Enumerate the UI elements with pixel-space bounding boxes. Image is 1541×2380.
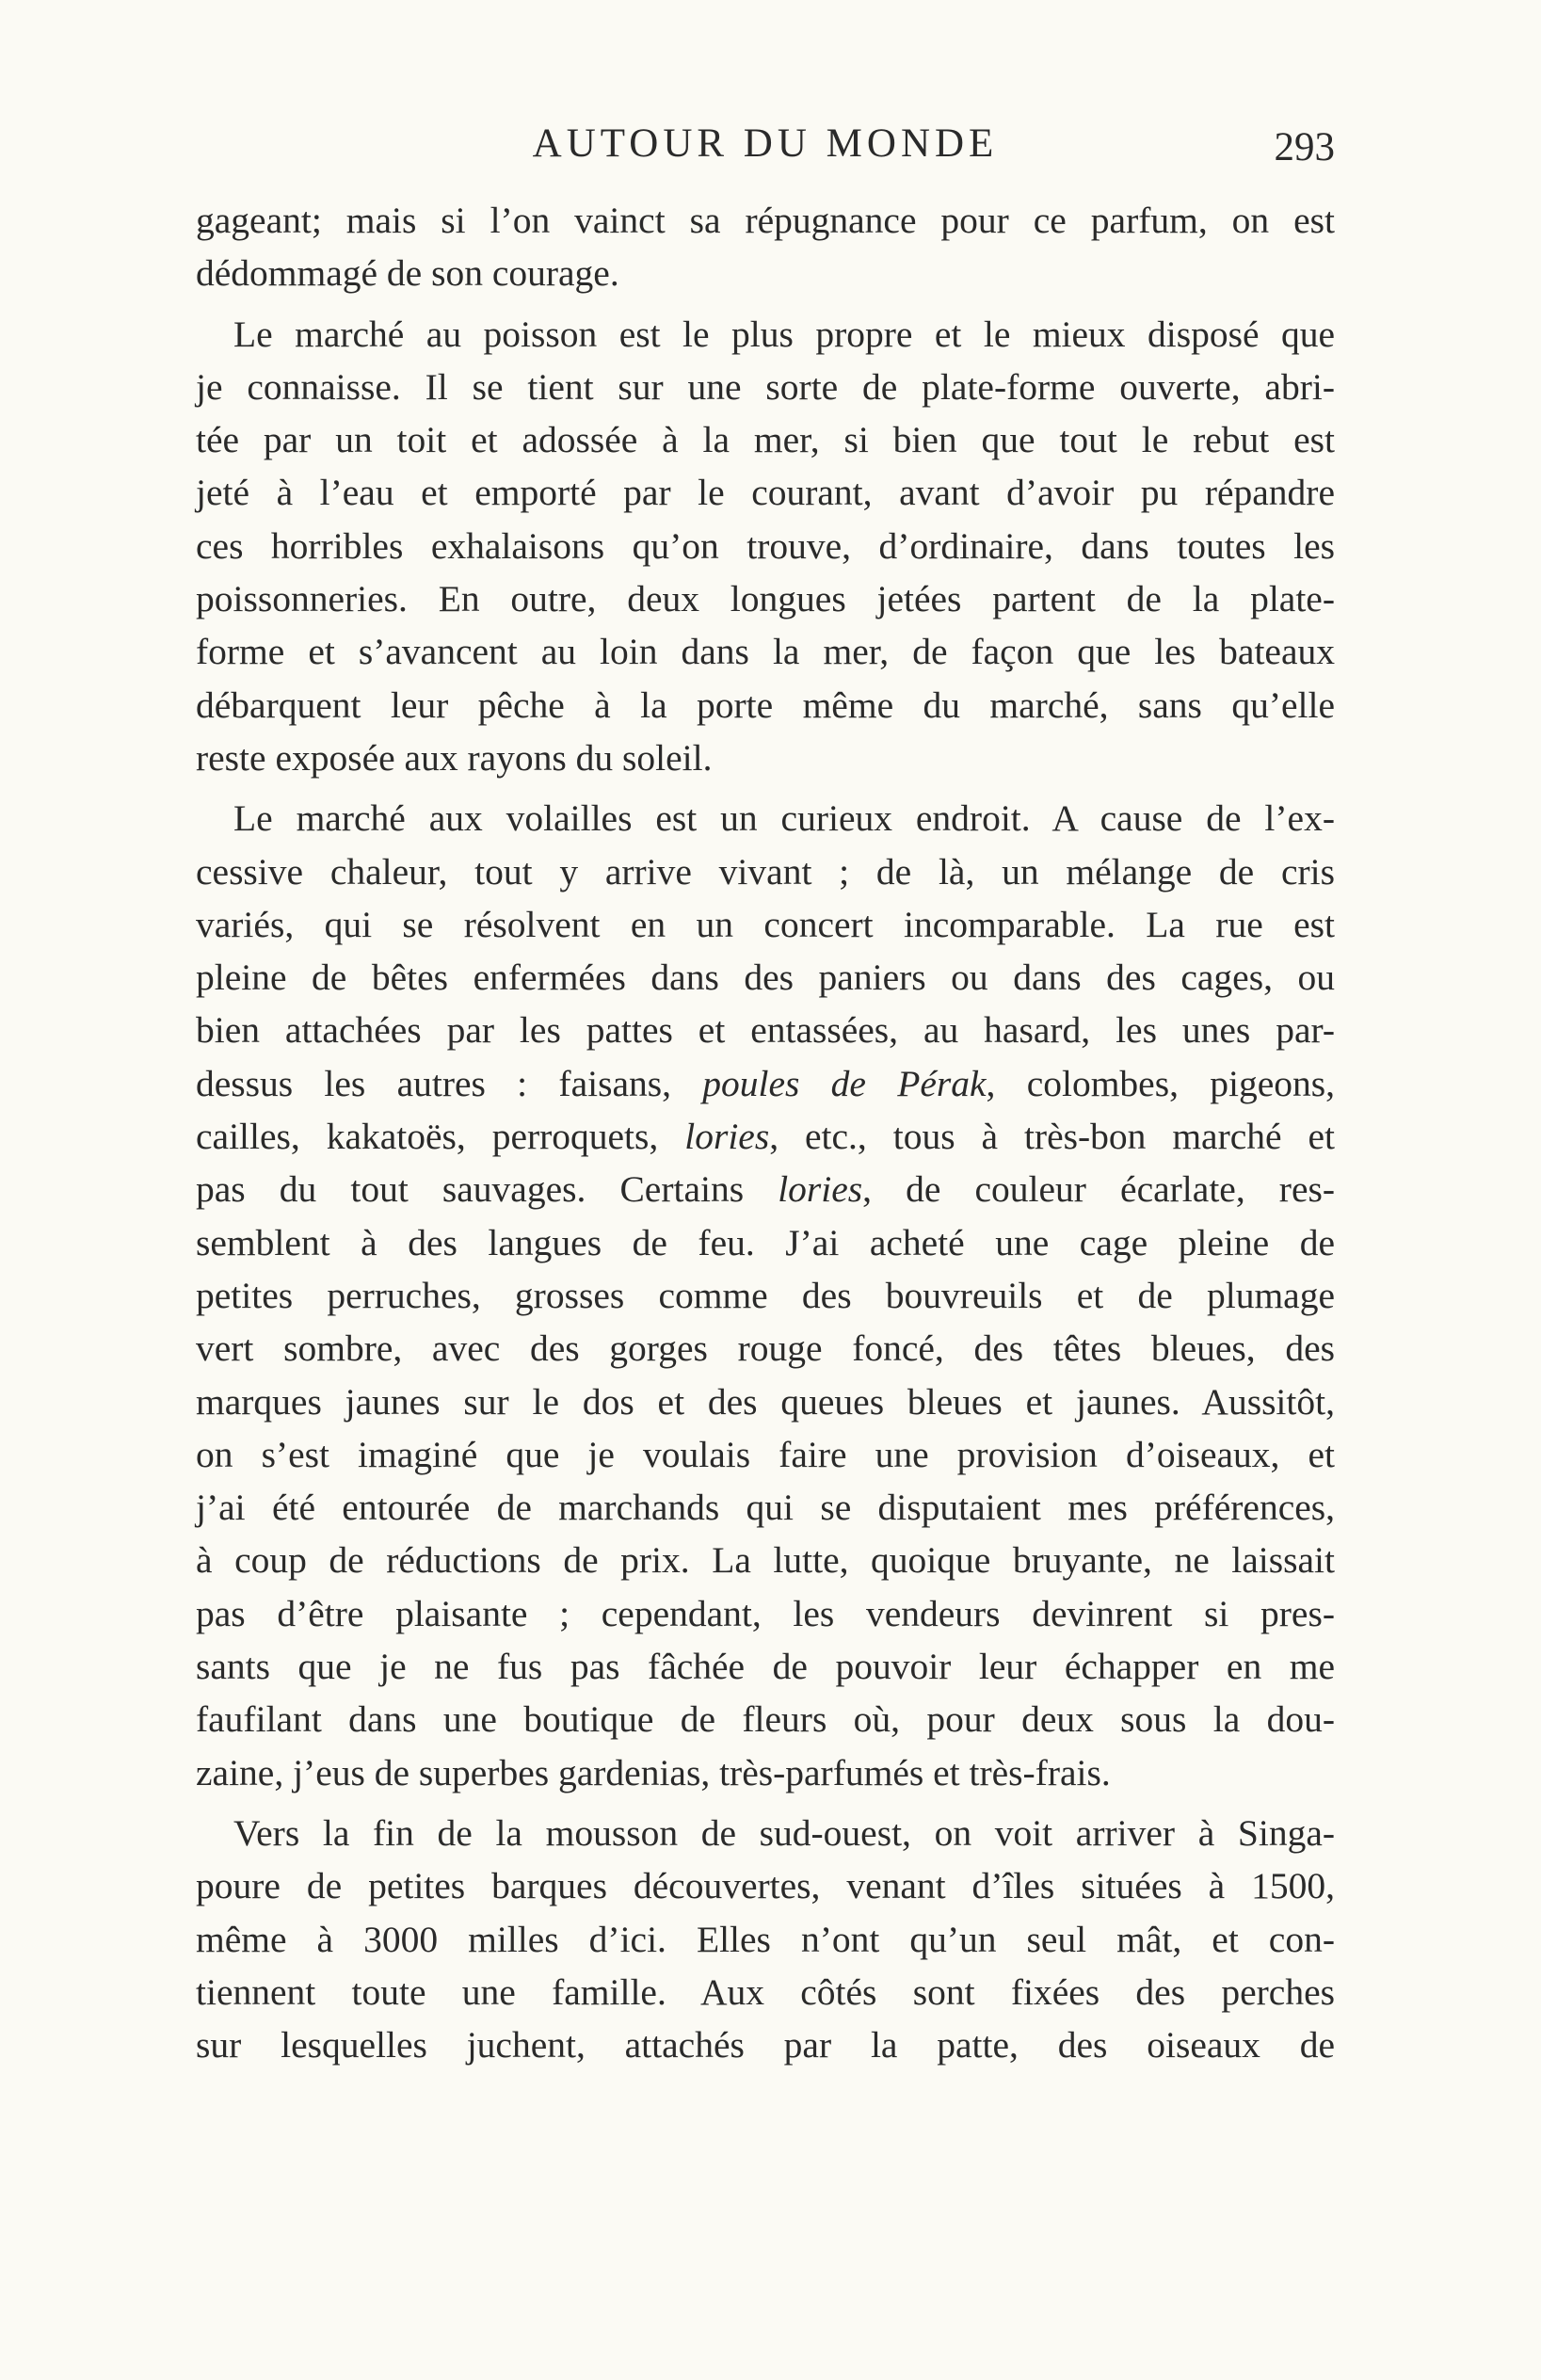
text-line: petites perruches, grosses comme des bouvreuils et de plumage bbox=[196, 1274, 1335, 1316]
text-line: forme et s’avancent au loin dans la mer, de façon que les bateaux bbox=[196, 631, 1335, 673]
text-line: débarquent leur pêche à la porte même du marché, sans qu’elle bbox=[196, 683, 1335, 726]
text-line: variés, qui se résolvent en un concert incomparable. La rue est bbox=[196, 903, 1335, 945]
text-line: je connaisse. Il se tient sur une sorte de plate-forme ouverte, abri- bbox=[196, 365, 1335, 408]
running-title: AUTOUR DU MONDE bbox=[532, 121, 999, 166]
text-line: Vers la fin de la mousson de sud-ouest, on voit arriver à Singa- bbox=[233, 1811, 1335, 1854]
text-line: tée par un toit et adossée à la mer, si bien que tout le rebut est bbox=[196, 419, 1335, 461]
text-line: jeté à l’eau et emporté par le courant, avant d’avoir pu répandre bbox=[196, 472, 1335, 514]
text-line: bien attachées par les pattes et entassées, au hasard, les unes par- bbox=[196, 1009, 1335, 1052]
text-line: à coup de réductions de prix. La lutte, quoique bruyante, ne laissait bbox=[196, 1539, 1335, 1582]
page-number: 293 bbox=[1274, 125, 1335, 169]
text-line: poure de petites barques découvertes, venant d’îles situées à 1500, bbox=[196, 1865, 1335, 1907]
text-line: ces horribles exhalaisons qu’on trouve, d’ordinaire, dans toutes les bbox=[196, 524, 1335, 567]
text-line: même à 3000 milles d’ici. Elles n’ont qu’un seul mât, et con- bbox=[196, 1918, 1335, 1960]
italic-term: lories bbox=[778, 1168, 863, 1211]
running-head bbox=[196, 111, 1335, 177]
text-line: gageant; mais si l’on vainct sa répugnance pour ce parfum, on est bbox=[196, 200, 1335, 241]
text-line: marques jaunes sur le dos et des queues bleues et jaunes. Aussitôt, bbox=[196, 1380, 1335, 1423]
text-line: zaine, j’eus de superbes gardenias, très-parfumés et très-frais. bbox=[196, 1751, 1111, 1793]
text-line: j’ai été entourée de marchands qui se disputaient mes préférences, bbox=[196, 1487, 1335, 1529]
text-line: pleine de bêtes enfermées dans des paniers ou dans des cages, ou bbox=[196, 957, 1335, 999]
text-line: semblent à des langues de feu. J’ai acheté une cage pleine de bbox=[196, 1221, 1335, 1263]
text-line: pas du tout sauvages. Certains lories, de couleur écarlate, res- bbox=[196, 1168, 1336, 1211]
text-line: reste exposée aux rayons du soleil. bbox=[196, 736, 713, 779]
text-line: dessus les autres : faisans, poules de Pérak, colombes, pigeons, bbox=[196, 1062, 1335, 1104]
italic-term: poules de Pérak bbox=[702, 1062, 987, 1104]
text-line: cessive chaleur, tout y arrive vivant ; de là, un mélange de cris bbox=[196, 850, 1335, 892]
text-line: vert sombre, avec des gorges rouge foncé, des têtes bleues, des bbox=[196, 1327, 1335, 1370]
text-line: cailles, kakatoës, perroquets, lories, etc., tous à très-bon marché et bbox=[196, 1116, 1335, 1158]
italic-term: lories bbox=[684, 1116, 770, 1158]
text-line: tiennent toute une famille. Aux côtés sont fixées des perches bbox=[196, 1970, 1335, 2013]
text-line: Le marché au poisson est le plus propre et le mieux disposé que bbox=[233, 313, 1335, 355]
text-line: dédommagé de son courage. bbox=[196, 252, 619, 295]
text-line: faufilant dans une boutique de fleurs où, pour deux sous la dou- bbox=[196, 1698, 1335, 1741]
body-text bbox=[196, 194, 1335, 2071]
text-line: poissonneries. En outre, deux longues jetées partent de la plate- bbox=[196, 578, 1335, 620]
text-line: Le marché aux volailles est un curieux endroit. A cause de l’ex- bbox=[233, 797, 1335, 840]
text-line: sur lesquelles juchent, attachés par la patte, des oiseaux de bbox=[196, 2024, 1335, 2066]
text-line: pas d’être plaisante ; cependant, les vendeurs devinrent si pres- bbox=[196, 1592, 1335, 1634]
text-line: sants que je ne fus pas fâchée de pouvoir leur échapper en me bbox=[196, 1646, 1335, 1688]
text-line: on s’est imaginé que je voulais faire une provision d’oiseaux, et bbox=[196, 1433, 1335, 1475]
